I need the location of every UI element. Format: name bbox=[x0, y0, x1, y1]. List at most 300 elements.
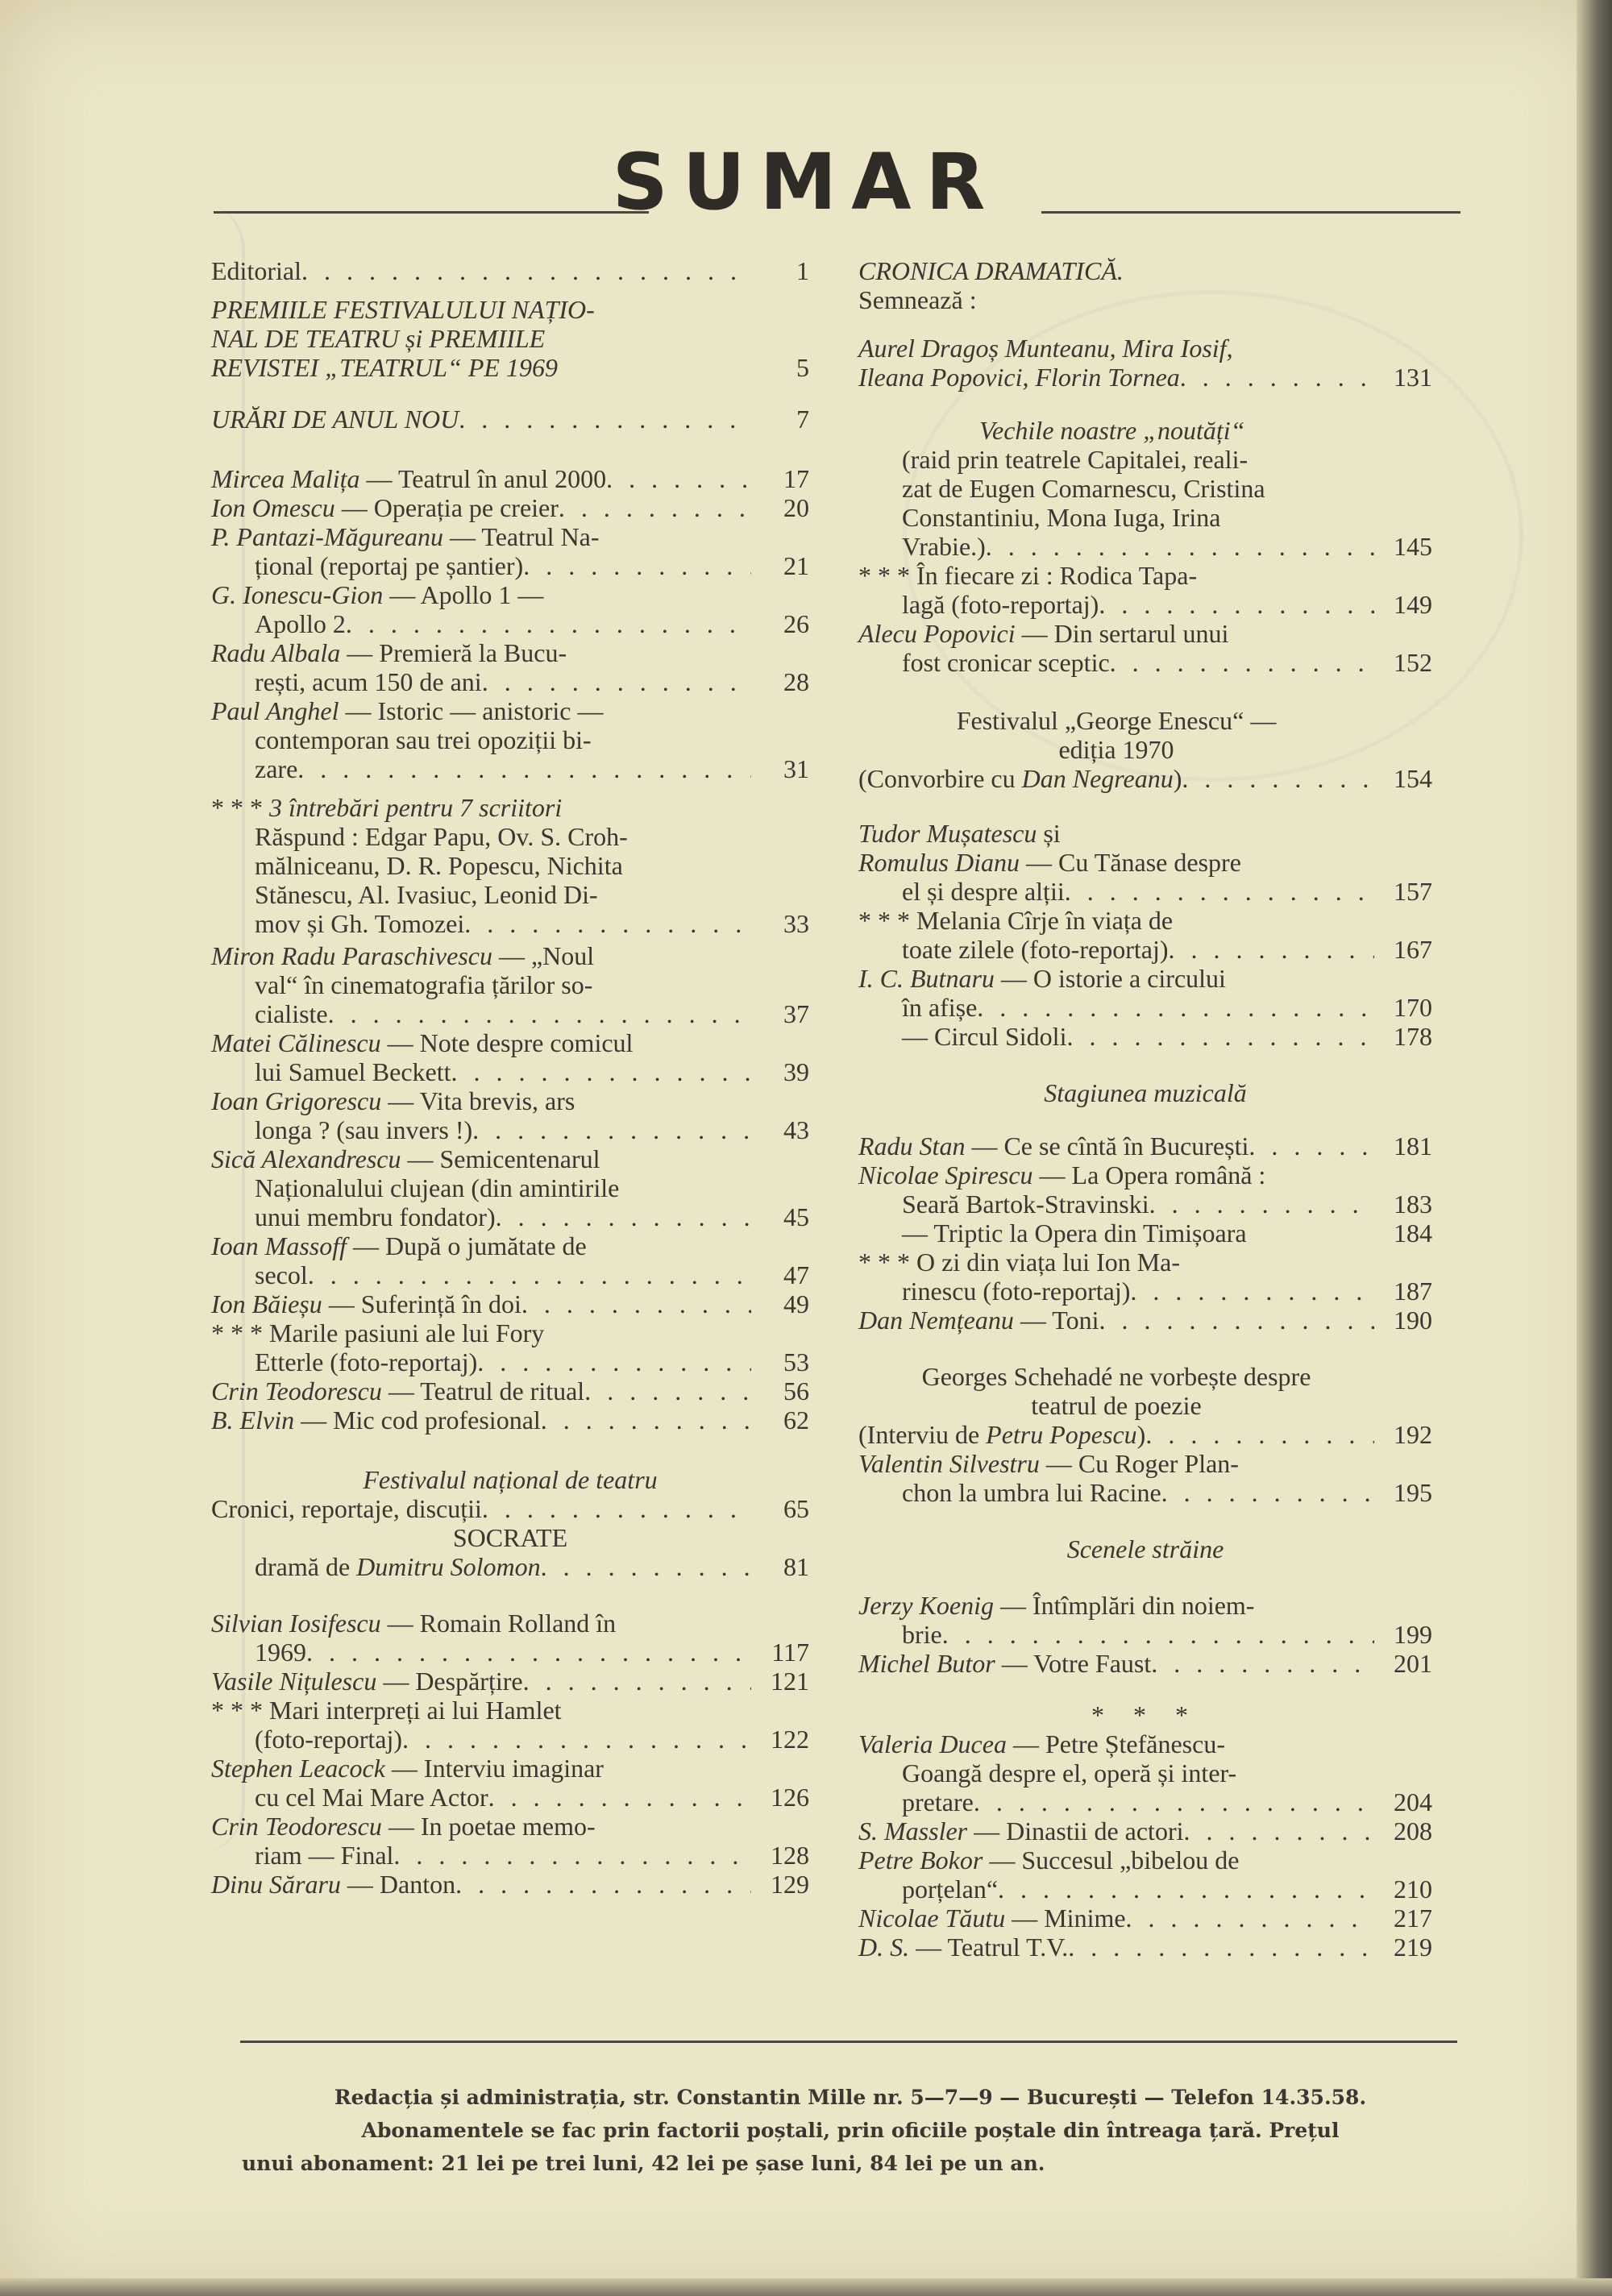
toc-line-text bbox=[858, 1306, 1099, 1335]
toc-line bbox=[858, 877, 1374, 906]
page-number: 170 bbox=[1394, 993, 1432, 1022]
separator-stars: * * * bbox=[211, 1318, 263, 1347]
toc-entry bbox=[858, 561, 1432, 619]
separator-stars: * * * bbox=[211, 793, 263, 822]
toc-entry-body bbox=[211, 1086, 751, 1144]
toc-line: val“ în cinematografia țărilor so- bbox=[255, 970, 593, 999]
toc-author: Dan Nemțeanu bbox=[858, 1306, 1014, 1335]
toc-line-text bbox=[211, 1086, 575, 1115]
toc-line-text bbox=[858, 819, 1061, 848]
toc-line bbox=[858, 1420, 1374, 1449]
toc-line-text bbox=[211, 1812, 596, 1841]
footer-line: Abonamentele se fac prin factorii poștali, prin oficiile poștale din întreaga țară. Prețul bbox=[361, 2119, 1340, 2142]
toc-entry bbox=[858, 1649, 1432, 1678]
toc-author: Paul Anghel bbox=[211, 696, 339, 725]
dot-leader bbox=[998, 1875, 1374, 1904]
toc-entry bbox=[211, 1231, 809, 1289]
toc-title-line: REVISTEI „TEATRUL“ PE 1969 bbox=[211, 353, 558, 382]
toc-line-text bbox=[211, 1667, 523, 1696]
toc-author: Crin Teodorescu bbox=[211, 1376, 382, 1405]
toc-center-line: teatrul de poezie bbox=[1031, 1391, 1202, 1420]
toc-line bbox=[858, 1933, 1374, 1962]
page-number: 152 bbox=[1394, 648, 1432, 677]
dot-leader bbox=[1068, 1933, 1374, 1962]
dot-leader bbox=[451, 1057, 752, 1086]
toc-entry-body bbox=[858, 1160, 1374, 1219]
title-rule-right bbox=[1041, 211, 1460, 214]
toc-entry bbox=[211, 405, 809, 434]
toc-entry bbox=[211, 493, 809, 522]
toc-author: P. Pantazi-Măgureanu bbox=[211, 522, 443, 551]
toc-line bbox=[211, 1841, 751, 1870]
toc-line-text bbox=[211, 493, 559, 522]
toc-line-text bbox=[858, 1591, 1254, 1620]
toc-line bbox=[211, 1405, 751, 1434]
dot-leader bbox=[482, 1494, 751, 1523]
toc-line bbox=[211, 1318, 751, 1347]
toc-line bbox=[858, 1649, 1374, 1678]
toc-line-text bbox=[858, 1904, 1126, 1933]
toc-text: — Din sertarul unui bbox=[1015, 619, 1229, 648]
toc-line bbox=[858, 1816, 1374, 1846]
page-number: 45 bbox=[783, 1202, 809, 1231]
section-heading: Scenele străine bbox=[1066, 1534, 1224, 1563]
toc-line bbox=[211, 638, 751, 667]
toc-line-text bbox=[211, 1289, 521, 1318]
toc-entry-body bbox=[858, 1904, 1374, 1933]
dot-leader bbox=[1066, 1022, 1374, 1051]
page-number: 20 bbox=[783, 493, 809, 522]
toc-line-text bbox=[211, 1609, 616, 1638]
toc-entry-body bbox=[211, 793, 751, 938]
page-number: 65 bbox=[783, 1494, 809, 1523]
toc-text: — Note despre comicul bbox=[380, 1028, 634, 1057]
toc-line-text: rești, acum 150 de ani bbox=[255, 667, 482, 696]
page-number: 5 bbox=[796, 353, 809, 382]
toc-line-text: Apollo 2 bbox=[255, 609, 346, 638]
dot-leader bbox=[1126, 1904, 1374, 1933]
toc-text: — O istorie a circului bbox=[994, 964, 1226, 993]
toc-entry bbox=[858, 1362, 1432, 1449]
toc-text: și bbox=[1037, 819, 1061, 848]
toc-line bbox=[858, 1022, 1374, 1051]
toc-entry bbox=[858, 706, 1432, 793]
toc-text: — Teatrul Na- bbox=[442, 522, 600, 551]
toc-author: S. Massler bbox=[858, 1816, 968, 1846]
toc-text: ) bbox=[1136, 1420, 1146, 1449]
footer-line: Redacția și administrația, str. Constantin Mille nr. 5—7—9 — București — Telefon 14.35.58. bbox=[334, 2086, 1367, 2109]
toc-line bbox=[211, 1289, 751, 1318]
toc-author: Ion Omescu bbox=[211, 493, 335, 522]
toc-text: — „Noul bbox=[492, 941, 595, 970]
page-number: 47 bbox=[783, 1260, 809, 1289]
toc-text: — Vita brevis, ars bbox=[381, 1086, 575, 1115]
toc-line bbox=[211, 1144, 751, 1173]
toc-line-text bbox=[211, 1754, 604, 1783]
toc-entry-body bbox=[211, 1812, 751, 1870]
toc-entry-body bbox=[211, 522, 751, 580]
page-number: 131 bbox=[1394, 363, 1432, 392]
toc-line-text bbox=[858, 1449, 1239, 1478]
toc-entry-body bbox=[858, 1306, 1374, 1335]
dot-leader bbox=[523, 551, 751, 580]
toc-text: — Întîmplări din noiem- bbox=[993, 1591, 1255, 1620]
toc-author: Romulus Dianu bbox=[858, 848, 1020, 877]
toc-entry bbox=[211, 256, 809, 285]
toc-line-text: riam — Final bbox=[255, 1841, 394, 1870]
toc-entry bbox=[211, 1376, 809, 1405]
toc-entry bbox=[211, 1667, 809, 1696]
toc-line bbox=[211, 754, 751, 783]
toc-author-line: Aurel Dragoș Munteanu, Mira Iosif, bbox=[858, 334, 1233, 363]
toc-entry-body bbox=[211, 638, 751, 696]
toc-text: — Premieră la Bucu- bbox=[340, 638, 567, 667]
toc-text: O zi din viața lui Ion Ma- bbox=[910, 1248, 1181, 1277]
toc-line bbox=[211, 464, 751, 493]
toc-line-text: — Triptic la Opera din Timișoara bbox=[902, 1219, 1247, 1248]
dot-leader bbox=[1182, 764, 1374, 793]
toc-line bbox=[211, 1754, 751, 1783]
separator-stars: * * * bbox=[211, 1696, 263, 1725]
toc-line bbox=[858, 1591, 1374, 1620]
page-number: 126 bbox=[771, 1783, 809, 1812]
toc-line: zat de Eugen Comarnescu, Cristina bbox=[902, 474, 1265, 503]
toc-line-text bbox=[211, 1028, 633, 1057]
toc-entry-body bbox=[858, 819, 1374, 848]
toc-author: D. S. bbox=[858, 1933, 910, 1962]
dot-leader bbox=[541, 1552, 751, 1581]
toc-entry-body bbox=[858, 1022, 1374, 1051]
toc-entry-body bbox=[211, 941, 751, 1028]
toc-line-text: pretare bbox=[902, 1787, 974, 1816]
toc-author: Mircea Malița bbox=[211, 464, 360, 493]
page-number: 187 bbox=[1394, 1277, 1432, 1306]
toc-author: Jerzy Koenig bbox=[858, 1591, 994, 1620]
toc-entry-body bbox=[211, 1552, 751, 1581]
toc-line-text bbox=[211, 1696, 562, 1725]
toc-entry bbox=[858, 1022, 1432, 1051]
dot-leader bbox=[488, 1783, 751, 1812]
toc-entry-body bbox=[211, 1318, 751, 1376]
toc-line-text bbox=[211, 1318, 544, 1347]
page-number: 53 bbox=[783, 1347, 809, 1376]
dot-leader bbox=[328, 999, 751, 1028]
page-number: 183 bbox=[1394, 1190, 1432, 1219]
toc-text: — Cu Tănase despre bbox=[1020, 848, 1241, 877]
toc-line bbox=[858, 964, 1374, 993]
page-number: 192 bbox=[1394, 1420, 1432, 1449]
toc-author: Nicolae Tăutu bbox=[858, 1904, 1006, 1933]
toc-line bbox=[858, 906, 1374, 935]
toc-text: — In poetae memo- bbox=[381, 1812, 596, 1841]
toc-entry bbox=[211, 638, 809, 696]
toc-entry-body bbox=[858, 1362, 1374, 1449]
toc-line bbox=[858, 1219, 1374, 1248]
toc-entry-body bbox=[858, 1933, 1374, 1962]
toc-entry bbox=[858, 1904, 1432, 1933]
toc-line: Constantiniu, Mona Iuga, Irina bbox=[902, 503, 1221, 532]
toc-line: mălniceanu, D. R. Popescu, Nichita bbox=[255, 851, 623, 880]
toc-author: Ioan Massoff bbox=[211, 1231, 347, 1260]
toc-line-text: țional (reportaj pe șantier) bbox=[255, 551, 524, 580]
toc-line-text: rinescu (foto-reportaj) bbox=[902, 1277, 1131, 1306]
toc-text: — Toni bbox=[1013, 1306, 1099, 1335]
toc-line bbox=[211, 1609, 751, 1638]
toc-line-text: secol bbox=[255, 1260, 308, 1289]
toc-author: Vechile noastre „noutăți“ bbox=[979, 416, 1245, 445]
toc-line: Stănescu, Al. Ivasiuc, Leonid Di- bbox=[255, 880, 598, 909]
toc-line bbox=[211, 941, 751, 970]
toc-author: Dumitru Solomon bbox=[356, 1552, 541, 1581]
toc-entry-body bbox=[211, 1231, 751, 1289]
toc-text: — La Opera română : bbox=[1032, 1160, 1266, 1190]
binding-edge bbox=[1577, 0, 1612, 2296]
toc-line-text bbox=[858, 1131, 1248, 1160]
toc-text: — Despărțire bbox=[376, 1667, 523, 1696]
toc-text: Mari interpreți ai lui Hamlet bbox=[263, 1696, 562, 1725]
page-number: 128 bbox=[771, 1841, 809, 1870]
page-number: 117 bbox=[771, 1638, 809, 1667]
toc-text: — Petre Ștefănescu- bbox=[1006, 1729, 1225, 1758]
toc-author: Petre Bokor bbox=[858, 1846, 983, 1875]
toc-line bbox=[858, 619, 1374, 648]
toc-line bbox=[211, 1202, 751, 1231]
toc-center-line: ediția 1970 bbox=[1058, 735, 1174, 764]
toc-text: — Minime bbox=[1005, 1904, 1126, 1933]
toc-text: (Convorbire cu bbox=[858, 764, 1022, 793]
page-number: 33 bbox=[783, 909, 809, 938]
toc-text: — Mic cod profesional bbox=[294, 1405, 541, 1434]
toc-entry-body bbox=[211, 1696, 751, 1754]
toc-entry bbox=[858, 906, 1432, 964]
page-number: 1 bbox=[796, 256, 809, 285]
toc-entry-body bbox=[211, 295, 751, 382]
toc-entry-body bbox=[211, 1405, 751, 1434]
toc-line bbox=[858, 416, 1374, 445]
page-number: 129 bbox=[771, 1870, 809, 1899]
dot-leader bbox=[482, 667, 751, 696]
toc-line-text: mov și Gh. Tomozei bbox=[255, 909, 465, 938]
toc-entry bbox=[858, 1219, 1432, 1248]
toc-text: — Succesul „bibelou de bbox=[983, 1846, 1240, 1875]
toc-entry bbox=[211, 464, 809, 493]
toc-line-text bbox=[858, 1420, 1145, 1449]
toc-entry-body bbox=[858, 416, 1374, 561]
toc-line-text: în afișe bbox=[902, 993, 978, 1022]
toc-line bbox=[211, 1115, 751, 1144]
toc-line bbox=[858, 1160, 1374, 1190]
toc-text: — Teatrul în anul 2000 bbox=[359, 464, 607, 493]
toc-entry-body bbox=[858, 1131, 1374, 1160]
toc-line bbox=[211, 1347, 751, 1376]
toc-title-line: NAL DE TEATRU și PREMIILE bbox=[211, 324, 546, 353]
toc-line-text bbox=[211, 1405, 541, 1434]
toc-line bbox=[858, 648, 1374, 677]
dot-leader bbox=[459, 405, 751, 434]
page-bottom-edge bbox=[0, 2278, 1612, 2296]
toc-text: Cronici, reportaje, discuții bbox=[211, 1494, 482, 1523]
toc-entry-body bbox=[858, 1449, 1374, 1507]
toc-entry-body bbox=[858, 1649, 1374, 1678]
toc-line: contemporan sau trei opoziții bi- bbox=[255, 725, 592, 754]
toc-author: Alecu Popovici bbox=[858, 619, 1016, 648]
dot-leader bbox=[1065, 877, 1374, 906]
toc-line bbox=[211, 1260, 751, 1289]
toc-line-text bbox=[858, 1816, 1183, 1846]
toc-entry bbox=[858, 619, 1432, 677]
dot-leader bbox=[297, 754, 751, 783]
toc-entry bbox=[858, 848, 1432, 906]
toc-text: — Danton bbox=[340, 1870, 456, 1899]
page-number: 28 bbox=[783, 667, 809, 696]
toc-line bbox=[211, 909, 751, 938]
toc-entry bbox=[211, 1696, 809, 1754]
toc-entry bbox=[211, 295, 809, 382]
dot-leader bbox=[1161, 1478, 1374, 1507]
toc-line-text bbox=[858, 964, 1226, 993]
toc-text: (Interviu de bbox=[858, 1420, 987, 1449]
toc-line-text bbox=[858, 1846, 1239, 1875]
toc-line-text: zare bbox=[255, 754, 298, 783]
toc-line-text bbox=[211, 580, 543, 609]
toc-entry-body bbox=[858, 1248, 1374, 1306]
toc-line bbox=[211, 1231, 751, 1260]
toc-line bbox=[211, 1812, 751, 1841]
toc-column-left bbox=[211, 256, 809, 1899]
toc-line bbox=[211, 405, 751, 434]
toc-entry bbox=[211, 1318, 809, 1376]
toc-line bbox=[858, 1277, 1374, 1306]
toc-line bbox=[211, 580, 751, 609]
toc-entry bbox=[858, 964, 1432, 1022]
toc-text: — Teatrul de ritual bbox=[381, 1376, 585, 1405]
page-number: 184 bbox=[1394, 1219, 1432, 1248]
toc-author: Petru Popescu bbox=[986, 1420, 1137, 1449]
toc-line bbox=[211, 1696, 751, 1725]
toc-text: — Ce se cîntă în București bbox=[965, 1131, 1249, 1160]
toc-line bbox=[858, 848, 1374, 877]
toc-text: — Dinastii de actori bbox=[967, 1816, 1184, 1846]
page-number: 204 bbox=[1394, 1787, 1432, 1816]
toc-author: Miron Radu Paraschivescu bbox=[211, 941, 492, 970]
toc-entry-body bbox=[211, 493, 751, 522]
toc-line bbox=[211, 256, 751, 285]
dot-leader bbox=[521, 1289, 751, 1318]
toc-line: Naționalului clujean (din amintirile bbox=[255, 1173, 620, 1202]
toc-author: 3 întrebări pentru 7 scriitori bbox=[263, 793, 563, 822]
dot-leader bbox=[496, 1202, 751, 1231]
toc-entry-body bbox=[211, 696, 751, 783]
toc-line-text bbox=[211, 1494, 482, 1523]
dot-leader bbox=[301, 256, 751, 285]
toc-entry bbox=[858, 1591, 1432, 1649]
toc-line bbox=[858, 1190, 1374, 1219]
toc-line-text: — Circul Sidoli bbox=[902, 1022, 1067, 1051]
toc-line: Goangă despre el, operă și inter- bbox=[902, 1758, 1237, 1787]
toc-line bbox=[211, 1725, 751, 1754]
toc-author: I. C. Butnaru bbox=[858, 964, 995, 993]
section-heading: Festivalul național de teatru bbox=[363, 1465, 658, 1494]
page-number: 157 bbox=[1394, 877, 1432, 906]
dot-leader bbox=[1151, 1649, 1374, 1678]
toc-line-text: chon la umbra lui Racine bbox=[902, 1478, 1161, 1507]
toc-text: dramă de bbox=[255, 1552, 357, 1581]
page-number: 31 bbox=[783, 754, 809, 783]
toc-text: — Interviu imaginar bbox=[384, 1754, 604, 1783]
toc-line-text bbox=[211, 696, 603, 725]
toc-line-text: fost cronicar sceptic bbox=[902, 648, 1110, 677]
toc-line bbox=[211, 1376, 751, 1405]
toc-entry-body bbox=[211, 1028, 751, 1086]
toc-title: URĂRI DE ANUL NOU bbox=[211, 405, 459, 434]
toc-title-line: PREMIILE FESTIVALULUI NAȚIO- bbox=[211, 295, 595, 324]
toc-author: Vasile Nițulescu bbox=[211, 1667, 377, 1696]
toc-entry bbox=[211, 941, 809, 1028]
toc-entry-body bbox=[211, 1494, 751, 1523]
toc-line-text bbox=[858, 561, 1197, 590]
footer-rule bbox=[240, 2041, 1457, 2043]
toc-entry-body bbox=[211, 1754, 751, 1812]
dot-leader bbox=[1149, 1190, 1374, 1219]
toc-text: — După o jumătate de bbox=[347, 1231, 587, 1260]
toc-entry bbox=[211, 1144, 809, 1231]
toc-line bbox=[858, 993, 1374, 1022]
toc-line bbox=[211, 999, 751, 1028]
toc-entry-body bbox=[211, 1376, 751, 1405]
toc-line-text: toate zilele (foto-reportaj) bbox=[902, 935, 1169, 964]
toc-author: Nicolae Spirescu bbox=[858, 1160, 1033, 1190]
dot-leader bbox=[1248, 1131, 1374, 1160]
toc-line bbox=[858, 1729, 1374, 1758]
dot-leader bbox=[1168, 935, 1374, 964]
page-number: 37 bbox=[783, 999, 809, 1028]
toc-line bbox=[858, 935, 1374, 964]
toc-entry bbox=[211, 1405, 809, 1434]
dot-leader bbox=[1180, 363, 1374, 392]
dot-leader bbox=[559, 493, 751, 522]
page-number: 26 bbox=[783, 609, 809, 638]
toc-entry-body bbox=[858, 906, 1374, 964]
toc-line bbox=[858, 1248, 1374, 1277]
toc-entry bbox=[858, 819, 1432, 848]
toc-author: Ion Băieșu bbox=[211, 1289, 322, 1318]
page-number: 199 bbox=[1394, 1620, 1432, 1649]
toc-author: Sică Alexandrescu bbox=[211, 1144, 401, 1173]
toc-text: — Cu Roger Plan- bbox=[1039, 1449, 1239, 1478]
toc-line bbox=[211, 1638, 751, 1667]
toc-entry-body bbox=[858, 848, 1374, 906]
toc-entry bbox=[211, 1494, 809, 1523]
dot-leader bbox=[1145, 1420, 1374, 1449]
toc-text: — Teatrul T.V. bbox=[909, 1933, 1069, 1962]
toc-line bbox=[211, 667, 751, 696]
toc-entry bbox=[858, 1729, 1432, 1816]
toc-center-line: Festivalul „George Enescu“ — bbox=[956, 706, 1277, 735]
toc-line-text: porțelan“ bbox=[902, 1875, 999, 1904]
toc-line-text bbox=[858, 1160, 1265, 1190]
toc-line bbox=[858, 1449, 1374, 1478]
toc-text: În fiecare zi : Rodica Tapa- bbox=[910, 561, 1198, 590]
toc-entry-body bbox=[858, 964, 1374, 1022]
toc-entry bbox=[858, 334, 1432, 392]
toc-text: — Semicentenarul bbox=[401, 1144, 600, 1173]
toc-entry-body bbox=[858, 1729, 1374, 1816]
page-number: 39 bbox=[783, 1057, 809, 1086]
page-number: 181 bbox=[1394, 1131, 1432, 1160]
page-number: 49 bbox=[783, 1289, 809, 1318]
toc-entry-body bbox=[211, 1667, 751, 1696]
page-number: 62 bbox=[783, 1405, 809, 1434]
